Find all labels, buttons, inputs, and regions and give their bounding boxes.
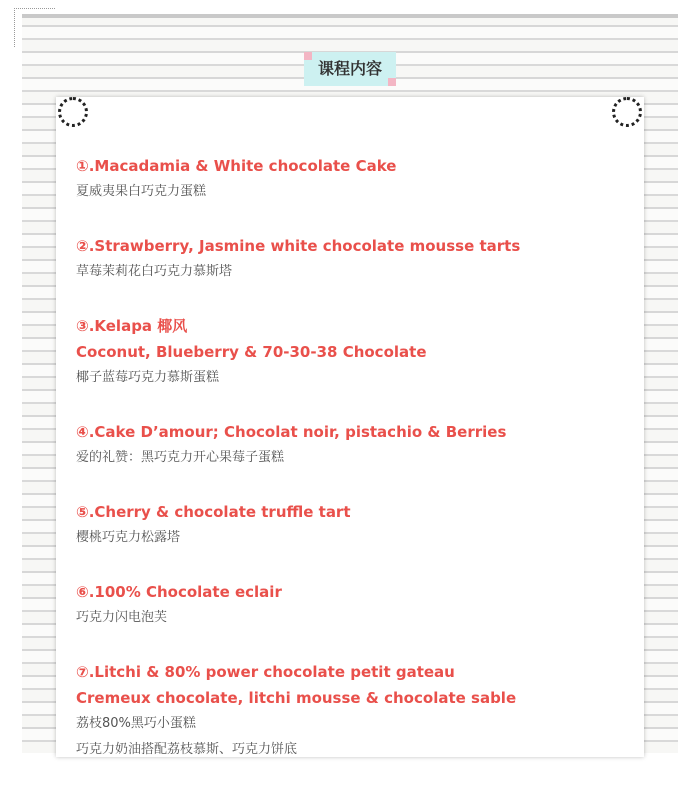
course-subtitle: 巧克力奶油搭配荔枝慕斯、巧克力饼底 xyxy=(76,742,298,757)
course-list xyxy=(76,153,636,791)
section-title: 课程内容 xyxy=(317,59,382,78)
course-title: ⑤.Cherry & chocolate truffle tart xyxy=(76,503,351,521)
binder-ring-icon xyxy=(58,97,88,127)
course-title: ④.Cake D’amour; Chocolat noir, pistachio & Berries xyxy=(76,423,507,441)
course-item xyxy=(76,233,636,285)
binder-ring-icon xyxy=(612,97,642,127)
course-item xyxy=(76,153,636,205)
course-title: ③.Kelapa 椰风 xyxy=(76,317,188,335)
course-subtitle: 草莓茉莉花白巧克力慕斯塔 xyxy=(76,264,233,279)
course-item xyxy=(76,313,636,391)
course-title: Coconut, Blueberry & 70-30-38 Chocolate xyxy=(76,343,427,361)
course-card xyxy=(56,97,644,757)
course-title: ⑦.Litchi & 80% power chocolate petit gateau xyxy=(76,663,455,681)
course-subtitle: 夏威夷果白巧克力蛋糕 xyxy=(76,184,207,199)
course-item xyxy=(76,579,636,631)
course-title: ②.Strawberry, Jasmine white chocolate mousse tarts xyxy=(76,237,521,255)
course-item xyxy=(76,659,636,763)
course-subtitle: 巧克力闪电泡芙 xyxy=(76,610,168,625)
section-title-badge xyxy=(304,52,396,86)
course-subtitle: 椰子蓝莓巧克力慕斯蛋糕 xyxy=(76,370,220,385)
course-title: ①.Macadamia & White chocolate Cake xyxy=(76,157,397,175)
wood-top-border xyxy=(22,14,678,18)
course-subtitle: 樱桃巧克力松露塔 xyxy=(76,530,181,545)
course-item xyxy=(76,419,636,471)
course-item xyxy=(76,499,636,551)
course-subtitle: 爱的礼赞：黑巧克力开心果莓子蛋糕 xyxy=(76,450,285,465)
course-title: Cremeux chocolate, litchi mousse & chocolate sable xyxy=(76,689,517,707)
course-subtitle: 荔枝80%黑巧小蛋糕 xyxy=(76,716,196,731)
course-title: ⑥.100% Chocolate eclair xyxy=(76,583,282,601)
